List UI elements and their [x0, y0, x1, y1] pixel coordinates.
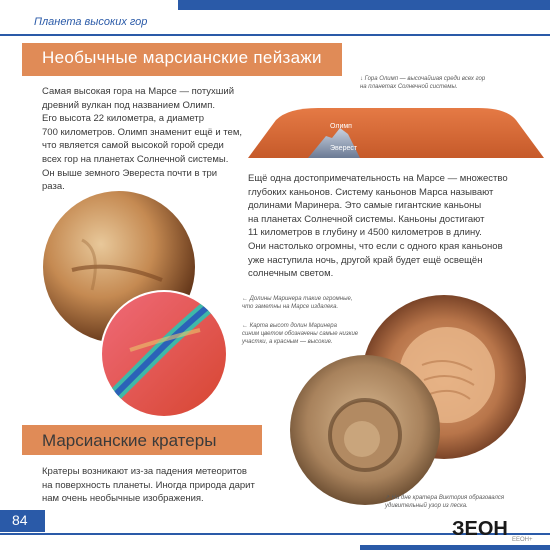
text-line: всех гор на планетах Солнечной системы. — [42, 153, 229, 165]
olymp-caption — [360, 75, 530, 91]
text-line: что является самой высокой горой среди — [42, 140, 224, 152]
text-line: Самая высокая гора на Марсе — потухший — [42, 86, 235, 97]
text-line: солнечным светом. — [248, 268, 334, 280]
text-line: уже наступила ночь, другой край будет ещё освещён — [248, 254, 483, 266]
caption-line: участки, а красным — высокие. — [242, 339, 333, 345]
caption-line: что заметны на Марсе издалека. — [242, 304, 339, 310]
text-line: Он выше земного Эвереста почти в три — [42, 167, 218, 179]
text-line: глубоких каньонов. Систему каньонов Марса называют — [248, 186, 494, 198]
victoria-caption — [385, 494, 525, 510]
caption-line: ↗ На дне кратера Виктория образовался — [385, 495, 505, 501]
chapter-title: Планета высоких гор — [34, 16, 148, 28]
page-number: 84 — [12, 512, 28, 528]
logo-subtext: ЕЕОН+ — [512, 537, 533, 543]
bottom-blue-strip — [360, 545, 550, 550]
text-line: Они настолько огромны, что если с одного края каньонов — [248, 240, 503, 252]
top-divider — [0, 34, 550, 36]
section-title: Необычные марсианские пейзажи — [42, 48, 322, 67]
caption-line: ← Долины Маринера такие огромные, — [242, 296, 353, 302]
valles-marineris-height-map — [100, 290, 228, 418]
intro-paragraph — [42, 85, 252, 194]
text-line: раза. — [42, 181, 65, 193]
olymp-label: Олимп — [330, 123, 352, 130]
valleys-caption — [242, 295, 372, 311]
caption-line: ← Карта высот долин Маринера — [242, 323, 337, 329]
text-line: нам очень необычные изображения. — [42, 493, 204, 505]
text-line: на поверхность планеты. Иногда природа дарит — [42, 479, 255, 491]
caption-line: удивительный узор из песка. — [385, 503, 468, 509]
everest-label: Эверест — [330, 145, 358, 152]
map-caption — [242, 322, 372, 346]
text-line: Кратеры возникают из-за падения метеоритов — [42, 466, 247, 477]
top-blue-strip — [178, 0, 550, 10]
caption-line: на планетах Солнечной системы. — [360, 84, 458, 90]
crater-paragraph — [42, 465, 272, 506]
canyon-paragraph — [248, 172, 518, 281]
text-line: Ещё одна достопримечательность на Марсе — множество — [248, 173, 508, 184]
caption-line: синим цветом обозначены самые низкие — [242, 331, 359, 337]
text-line: 11 километров в глубину и 4500 километров в длину. — [248, 227, 482, 239]
text-line: на планетах Солнечной системы. Каньоны достигают — [248, 213, 485, 225]
text-line: Его высота 22 километра, а диаметр — [42, 113, 204, 125]
olymp-mountain — [248, 108, 544, 158]
publisher-logo — [452, 513, 544, 543]
caption-line: ↓ Гора Олимп — высочайшая среди всех гор — [360, 76, 486, 82]
text-line: древний вулкан под названием Олимп. — [42, 99, 215, 111]
text-line: 700 километров. Олимп знаменит ещё и тем, — [42, 126, 242, 138]
olymp-everest-illustration — [248, 98, 544, 160]
section-title: Марсианские кратеры — [42, 431, 217, 450]
impact-crater-image — [290, 355, 440, 505]
text-line: долинами Маринера. Это самые гигантские каньоны — [248, 200, 482, 212]
logo-text: ЗЕОН — [452, 518, 508, 540]
